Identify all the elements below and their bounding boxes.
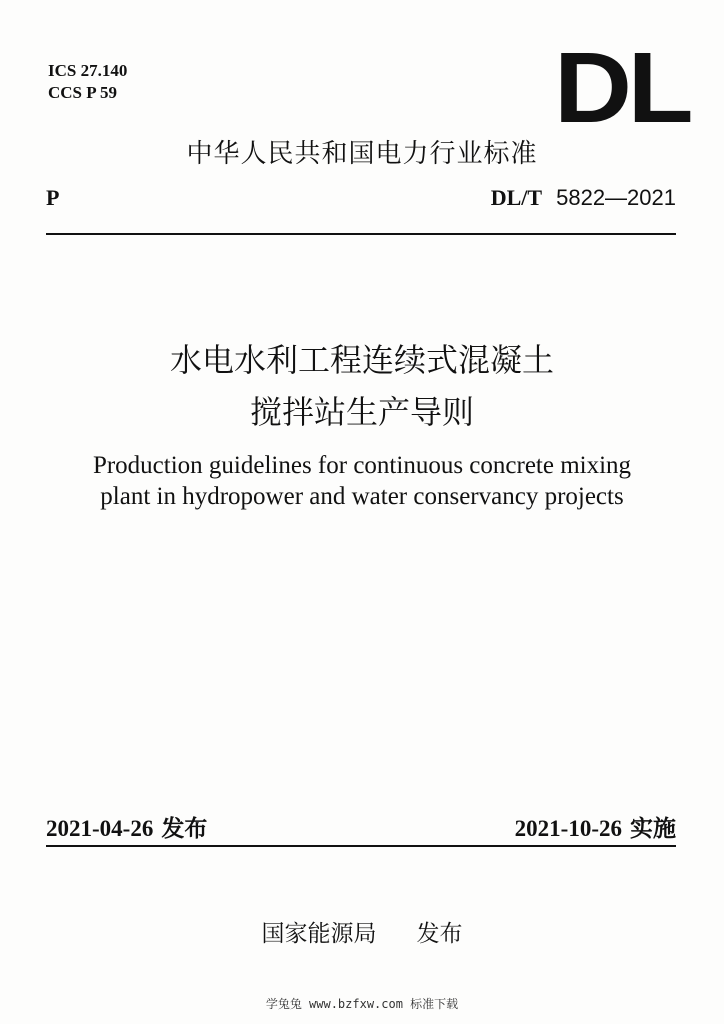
chinese-title-line-1: 水电水利工程连续式混凝土 xyxy=(169,341,554,379)
publisher-action: 发布 xyxy=(416,921,463,947)
effective-date: 2021-10-26 xyxy=(514,816,622,841)
issue-date-block xyxy=(46,810,207,843)
english-title-line-1: Production guidelines for continuous concrete mixing xyxy=(92,452,632,479)
chinese-title xyxy=(0,334,724,438)
classification-letter: P xyxy=(46,185,60,210)
classification-codes xyxy=(48,60,127,104)
publisher-name: 国家能源局 xyxy=(261,921,377,947)
dl-logo: DL xyxy=(554,32,690,144)
standard-number xyxy=(491,185,676,211)
watermark-text: 学兔兔 www.bzfxw.com 标准下载 xyxy=(265,997,459,1011)
industry-standard-heading: 中华人民共和国电力行业标准 xyxy=(186,139,538,169)
english-title xyxy=(0,450,724,512)
english-title-line-2: plant in hydropower and water conservancy projects xyxy=(100,483,624,510)
footer-divider xyxy=(46,845,676,847)
issue-label: 发布 xyxy=(161,816,208,842)
header-divider xyxy=(46,233,676,235)
standard-prefix: DL/T xyxy=(490,185,543,210)
chinese-title-line-2: 搅拌站生产导则 xyxy=(249,393,474,431)
ccs-code: CCS P 59 xyxy=(48,83,117,102)
publisher-line xyxy=(0,915,724,948)
issue-date: 2021-04-26 xyxy=(46,816,154,841)
effective-label: 实施 xyxy=(630,816,676,842)
effective-date-block xyxy=(515,810,676,843)
ics-code: ICS 27.140 xyxy=(48,61,128,80)
standard-code: 5822—2021 xyxy=(556,185,676,210)
